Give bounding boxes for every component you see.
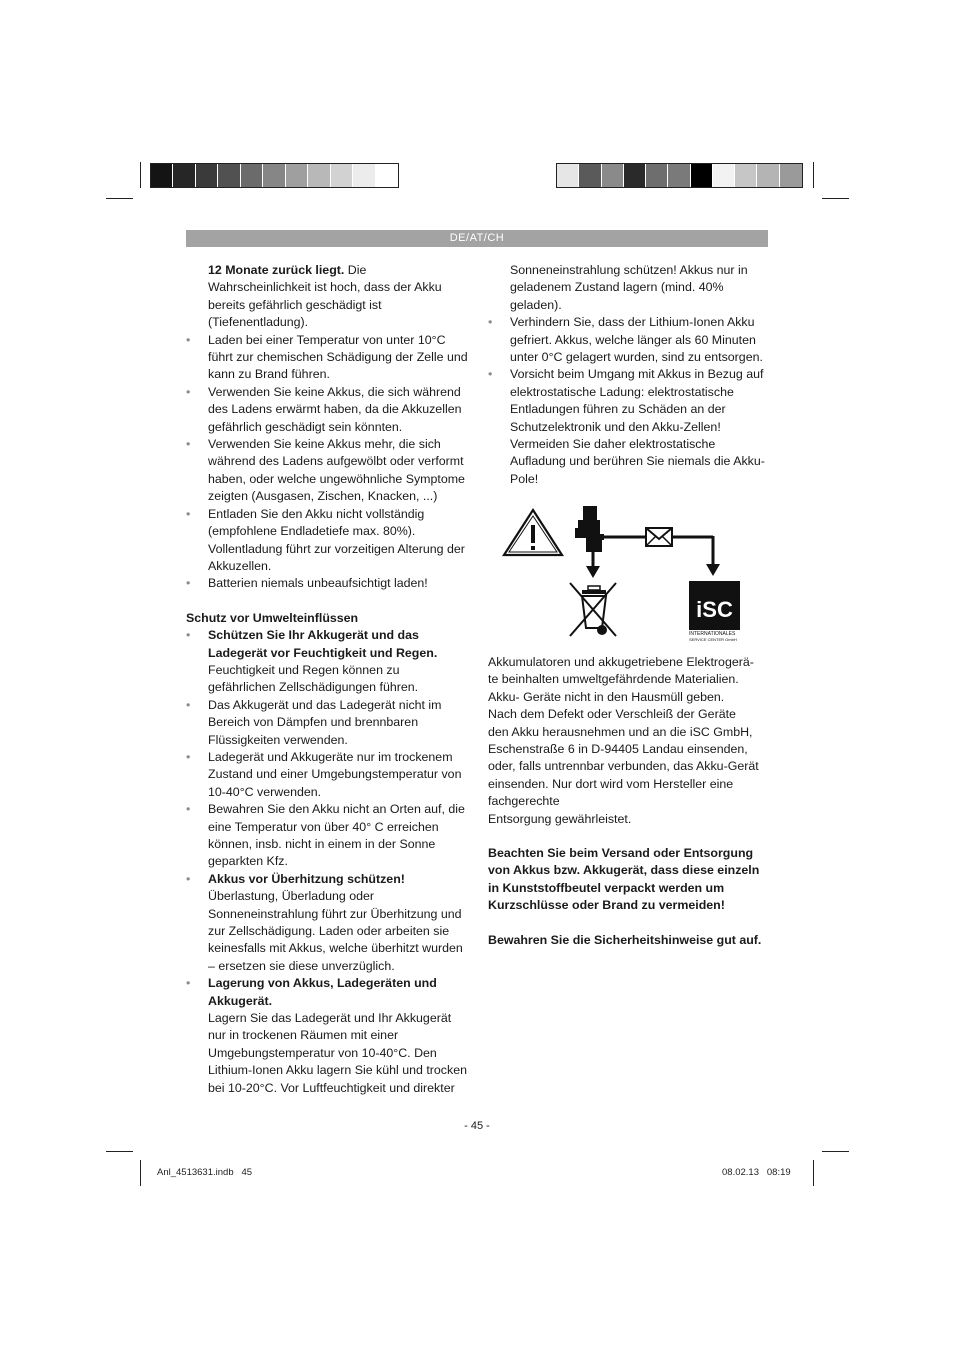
list-item-text: Lagern Sie das Ladegerät und Ihr Akkugerät nur in trockenen Räumen mit einer Umgebungstemperatur von 10-40°C. Den Lithium-Ionen Akku lagern Sie kühl und trocken bei 10-20°C. Vor Luftfeuchtigkeit und direkter (208, 1011, 467, 1095)
color-swatch (218, 164, 240, 187)
right-column (488, 262, 770, 488)
list-item (186, 871, 468, 975)
shipping-warning (488, 845, 770, 915)
isc-logo-text: iSC (696, 597, 733, 622)
list-item: • Ladegerät und Akkugeräte nur im trockenem Zustand und einer Umgebungstemperatur von 10-40°C verwenden. (186, 749, 468, 801)
text-line: fachgerechte (488, 794, 560, 809)
color-swatch (151, 164, 173, 187)
list-item: • Verwenden Sie keine Akkus, die sich während des Ladens erwärmt haben, da die Akkuzellen gefährlich geschädigt sein könnten. (186, 384, 468, 436)
warning-triangle-icon (504, 510, 562, 555)
region-header: DE/AT/CH (186, 230, 768, 247)
color-swatch (579, 164, 601, 187)
color-swatch (646, 164, 668, 187)
text-line: Entsorgung gewährleistet. (488, 811, 632, 826)
recycling-diagram (500, 500, 750, 645)
color-swatch (196, 164, 218, 187)
crop-mark (106, 198, 133, 199)
crop-mark (140, 162, 141, 188)
color-swatch (668, 164, 690, 187)
color-swatch (780, 164, 802, 187)
intro-paragraph (186, 262, 468, 332)
list-item (186, 975, 468, 1097)
keep-instructions (488, 932, 770, 949)
text-line: einsenden. Nur dort wird vom Hersteller eine (488, 776, 734, 791)
color-swatch (308, 164, 330, 187)
color-calibration-bar-right (556, 163, 803, 188)
list-item: • Verwenden Sie keine Akkus mehr, die sich während des Ladens aufgewölbt oder verformt haben, oder welche ungewöhnliche Symptome zeigten (Ausgasen, Zischen, Knacken, ...) (186, 436, 468, 506)
intro-text: Die Wahrscheinlichkeit ist hoch, dass der Akku bereits gefährlich geschädigt ist (Tiefenentladung). (208, 263, 442, 330)
footer-date: 08.02.13 08:19 (722, 1167, 791, 1178)
text-line: Eschenstraße 6 in D-94405 Landau einsenden, (488, 742, 748, 757)
color-swatch (757, 164, 779, 187)
color-swatch (286, 164, 308, 187)
crossed-out-bin-icon (570, 583, 616, 636)
color-swatch (241, 164, 263, 187)
color-swatch (735, 164, 757, 187)
color-swatch (331, 164, 353, 187)
list-item: • Batterien niemals unbeaufsichtigt laden! (186, 575, 468, 592)
color-swatch (602, 164, 624, 187)
crop-mark (140, 1160, 141, 1186)
crop-mark (813, 162, 814, 188)
crop-mark (822, 198, 849, 199)
color-swatch (263, 164, 285, 187)
list-item-text: Überlastung, Überladung oder Sonneneinstrahlung führt zur Überhitzung und zur Zellschädigung. Laden oder arbeiten sie keinesfalls mit Akkus, welche überhitzt wurden – ersetzen sie diese unverzüglich. (208, 889, 463, 973)
color-calibration-bar-left (150, 163, 399, 188)
crop-mark (106, 1151, 133, 1152)
isc-logo-subtitle: INTERNATIONALES (689, 631, 736, 637)
keep-instructions-text: Bewahren Sie die Sicherheitshinweise gut auf. (488, 932, 762, 947)
color-swatch (353, 164, 375, 187)
color-swatch (173, 164, 195, 187)
footer-file: Anl_4513631.indb 45 (157, 1167, 253, 1178)
section-title (186, 610, 468, 627)
section-title-text: Schutz vor Umwelteinflüssen (186, 610, 359, 625)
text-line: Akkumulatoren und akkugetriebene Elektrogerä- (488, 655, 754, 669)
crop-mark (813, 1160, 814, 1186)
isc-logo-subtitle: SERVICE CENTER GmbH (689, 637, 737, 642)
list-item: • Entladen Sie den Akku nicht vollständig (empfohlene Endladetiefe max. 80%). Vollentladung führt zur vorzeitigen Alterung der Akkuzellen. (186, 506, 468, 576)
list-item-bold: Akkus vor Überhitzung schützen! (208, 871, 405, 886)
power-tool-icon (575, 506, 604, 552)
list-item-bold: Lagerung von Akkus, Ladegeräten und Akkugerät. (208, 976, 437, 1008)
text-line: den Akku herausnehmen und an die iSC GmbH, (488, 724, 753, 739)
list-item: • Verhindern Sie, dass der Lithium-Ionen Akku gefriert. Akkus, welche länger als 60 Minuten unter 0°C gelagert wurden, sind zu entsorgen. (488, 314, 770, 366)
color-swatch (691, 164, 713, 187)
disposal-text (488, 654, 778, 949)
text-line: te beinhalten umweltgefährdende Materialien. (488, 672, 739, 687)
list-item: • Das Akkugerät und das Ladegerät nicht im Bereich von Dämpfen und brennbaren Flüssigkeiten verwenden. (186, 697, 468, 749)
crop-mark (822, 1151, 849, 1152)
text-line: oder, falls untrennbar verbunden, das Akku-Gerät (488, 759, 759, 774)
list-item: • Vorsicht beim Umgang mit Akkus in Bezug auf elektrostatische Ladung: elektrostatische Entladungen führen zu Schäden an der Schutzelektronik und den Akku-Zellen! Vermeiden Sie daher elektrostatische Aufladung und berühren Sie niemals die Akku-Pole! (488, 366, 770, 488)
envelope-icon (646, 528, 672, 546)
text-line: Akku- Geräte nicht in den Hausmüll geben. (488, 689, 725, 704)
color-swatch (557, 164, 579, 187)
list-item: • Bewahren Sie den Akku nicht an Orten auf, die eine Temperatur von über 40° C erreichen können, insb. nicht in einem in der Sonne geparkten Kfz. (186, 801, 468, 871)
color-swatch (624, 164, 646, 187)
left-column (186, 262, 468, 1097)
shipping-warning-text: Beachten Sie beim Versand oder Entsorgung von Akkus bzw. Akkugerät, dass diese einzeln in Kunststoffbeutel verpackt werden um Kurzschlüsse oder Brand zu vermeiden! (488, 846, 760, 913)
intro-bold-text: 12 Monate zurück liegt. (208, 263, 345, 277)
list-item-text: Feuchtigkeit und Regen können zu gefährlichen Zellschädigungen führen. (208, 662, 419, 695)
continued-paragraph: Sonneneinstrahlung schützen! Akkus nur in geladenem Zustand lagern (mind. 40% geladen). (510, 263, 748, 312)
page-number: - 45 - (464, 1120, 490, 1132)
text-line: Nach dem Defekt oder Verschleiß der Geräte (488, 707, 736, 722)
list-item-bold: Schützen Sie Ihr Akkugerät und das Ladegerät vor Feuchtigkeit und Regen. (208, 628, 438, 660)
color-swatch (376, 164, 398, 187)
list-item (186, 627, 468, 697)
color-swatch (713, 164, 735, 187)
list-item: • Laden bei einer Temperatur von unter 10°C führt zur chemischen Schädigung der Zelle und kann zu Brand führen. (186, 332, 468, 384)
